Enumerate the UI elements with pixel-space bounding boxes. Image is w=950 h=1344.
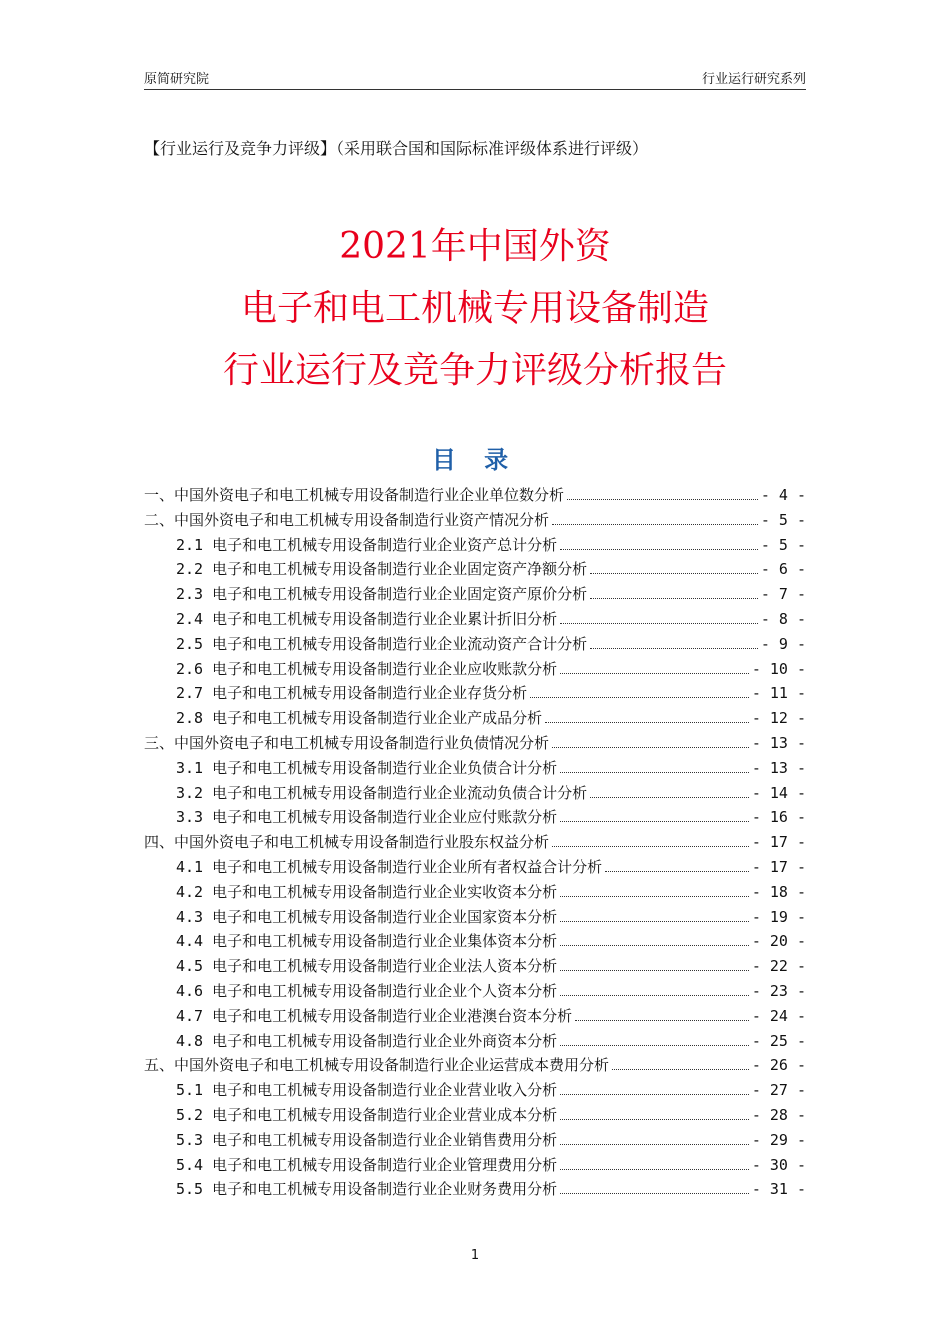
toc-entry-page: - 19 - [751, 907, 806, 926]
toc-entry-label: 2.8 电子和电工机械专用设备制造行业企业产成品分析 [176, 709, 543, 728]
toc-entry-label: 4.4 电子和电工机械专用设备制造行业企业集体资本分析 [176, 932, 558, 951]
toc-entry-label: 4.3 电子和电工机械专用设备制造行业企业国家资本分析 [176, 907, 558, 926]
toc-entry[interactable] [144, 906, 806, 931]
toc-entry-label: 5.3 电子和电工机械专用设备制造行业企业销售费用分析 [176, 1130, 558, 1149]
toc-entry-label: 5.2 电子和电工机械专用设备制造行业企业营业成本分析 [176, 1105, 558, 1124]
toc-entry-label: 2.1 电子和电工机械专用设备制造行业企业资产总计分析 [176, 535, 558, 554]
toc-leader-dots [560, 896, 749, 897]
toc-leader-dots [560, 1045, 749, 1046]
toc-entry[interactable] [144, 658, 806, 683]
toc-leader-dots [530, 697, 749, 698]
toc-entry-label: 2.7 电子和电工机械专用设备制造行业企业存货分析 [176, 684, 528, 703]
toc-leader-dots [567, 499, 758, 500]
toc-entry-page: - 12 - [751, 709, 806, 728]
toc-entry-label: 4.2 电子和电工机械专用设备制造行业企业实收资本分析 [176, 882, 558, 901]
toc-entry-page: - 10 - [751, 659, 806, 678]
toc-entry[interactable] [144, 930, 806, 955]
toc-leader-dots [560, 1193, 749, 1194]
toc-entry[interactable] [144, 980, 806, 1005]
toc-entry-label: 5.1 电子和电工机械专用设备制造行业企业营业收入分析 [176, 1081, 558, 1100]
toc-entry-page: - 7 - [760, 585, 806, 604]
table-of-contents [144, 484, 806, 1203]
toc-entry-page: - 11 - [751, 684, 806, 703]
title-line-3: 行业运行及竞争力评级分析报告 [222, 350, 727, 391]
toc-entry-label: 2.5 电子和电工机械专用设备制造行业企业流动资产合计分析 [176, 634, 588, 653]
toc-entry-label: 4.7 电子和电工机械专用设备制造行业企业港澳台资本分析 [176, 1006, 573, 1025]
toc-entry-page: - 22 - [751, 957, 806, 976]
toc-entry[interactable] [144, 608, 806, 633]
toc-entry[interactable] [144, 484, 806, 509]
toc-entry[interactable] [144, 1104, 806, 1129]
toc-entry[interactable] [144, 881, 806, 906]
toc-entry-page: - 16 - [751, 808, 806, 827]
toc-entry[interactable] [144, 1079, 806, 1104]
toc-entry-label: 五、中国外资电子和电工机械专用设备制造行业企业运营成本费用分析 [144, 1056, 610, 1075]
toc-entry-label: 2.4 电子和电工机械专用设备制造行业企业累计折旧分析 [176, 609, 558, 628]
toc-entry-label: 2.2 电子和电工机械专用设备制造行业企业固定资产净额分析 [176, 560, 588, 579]
title-line-1: 2021年中国外资 [339, 226, 611, 267]
toc-entry-page: - 30 - [751, 1155, 806, 1174]
toc-entry-page: - 5 - [760, 535, 806, 554]
page-header [144, 66, 806, 90]
toc-leader-dots [560, 921, 749, 922]
toc-entry-page: - 5 - [760, 510, 806, 529]
toc-entry[interactable] [144, 782, 806, 807]
toc-entry-page: - 18 - [751, 882, 806, 901]
toc-leader-dots [560, 673, 749, 674]
toc-leader-dots [552, 747, 749, 748]
toc-entry[interactable] [144, 757, 806, 782]
toc-entry[interactable] [144, 732, 806, 757]
toc-entry-page: - 6 - [760, 560, 806, 579]
toc-entry-page: - 13 - [751, 758, 806, 777]
toc-entry[interactable] [144, 583, 806, 608]
toc-leader-dots [560, 772, 749, 773]
toc-entry[interactable] [144, 633, 806, 658]
toc-leader-dots [560, 970, 749, 971]
toc-leader-dots [560, 623, 758, 624]
toc-leader-dots [605, 871, 749, 872]
toc-entry-label: 2.6 电子和电工机械专用设备制造行业企业应收账款分析 [176, 659, 558, 678]
toc-entry-page: - 25 - [751, 1031, 806, 1050]
toc-entry[interactable] [144, 1030, 806, 1055]
toc-entry-page: - 14 - [751, 783, 806, 802]
toc-leader-dots [545, 722, 749, 723]
toc-entry[interactable] [144, 806, 806, 831]
toc-leader-dots [560, 1144, 749, 1145]
toc-entry-label: 4.8 电子和电工机械专用设备制造行业企业外商资本分析 [176, 1031, 558, 1050]
toc-leader-dots [552, 524, 758, 525]
toc-entry[interactable] [144, 534, 806, 559]
toc-entry-page: - 8 - [760, 609, 806, 628]
toc-entry-page: - 4 - [760, 486, 806, 504]
toc-entry[interactable] [144, 1129, 806, 1154]
toc-leader-dots [575, 1020, 749, 1021]
title-line-2: 电子和电工机械专用设备制造 [240, 288, 709, 329]
toc-entry-page: - 20 - [751, 932, 806, 951]
toc-entry-page: - 17 - [751, 833, 806, 852]
toc-entry-page: - 13 - [751, 733, 806, 752]
toc-entry[interactable] [144, 856, 806, 881]
toc-entry[interactable] [144, 509, 806, 534]
toc-entry-label: 一、中国外资电子和电工机械专用设备制造行业企业单位数分析 [144, 486, 565, 504]
toc-entry-label: 5.4 电子和电工机械专用设备制造行业企业管理费用分析 [176, 1155, 558, 1174]
toc-entry-page: - 26 - [751, 1056, 806, 1075]
toc-leader-dots [590, 797, 749, 798]
toc-entry-page: - 17 - [751, 857, 806, 876]
rating-line: 【行业运行及竞争力评级】（采用联合国和国际标准评级体系进行评级） [144, 139, 649, 158]
toc-entry[interactable] [144, 707, 806, 732]
toc-entry-page: - 29 - [751, 1130, 806, 1149]
toc-leader-dots [560, 1169, 749, 1170]
toc-leader-dots [560, 1119, 749, 1120]
toc-entry-label: 二、中国外资电子和电工机械专用设备制造行业资产情况分析 [144, 510, 550, 529]
toc-entry[interactable] [144, 682, 806, 707]
toc-leader-dots [590, 573, 758, 574]
toc-leader-dots [560, 1094, 749, 1095]
toc-leader-dots [590, 648, 758, 649]
toc-entry[interactable] [144, 955, 806, 980]
toc-entry-label: 4.6 电子和电工机械专用设备制造行业企业个人资本分析 [176, 981, 558, 1000]
toc-entry-page: - 24 - [751, 1006, 806, 1025]
toc-entry-page: - 27 - [751, 1081, 806, 1100]
toc-entry[interactable] [144, 831, 806, 856]
toc-entry-label: 4.1 电子和电工机械专用设备制造行业企业所有者权益合计分析 [176, 857, 603, 876]
toc-entry-label: 3.1 电子和电工机械专用设备制造行业企业负债合计分析 [176, 758, 558, 777]
header-right: 行业运行研究系列 [701, 72, 806, 87]
toc-entry-page: - 31 - [751, 1180, 806, 1199]
toc-entry[interactable] [144, 558, 806, 583]
toc-entry-label: 四、中国外资电子和电工机械专用设备制造行业股东权益分析 [144, 833, 550, 852]
toc-entry-page: - 28 - [751, 1105, 806, 1124]
toc-entry[interactable] [144, 1054, 806, 1079]
toc-leader-dots [560, 821, 749, 822]
toc-heading: 目 录 [431, 446, 519, 474]
toc-entry[interactable] [144, 1005, 806, 1030]
toc-entry-label: 5.5 电子和电工机械专用设备制造行业企业财务费用分析 [176, 1180, 558, 1199]
toc-entry-label: 3.3 电子和电工机械专用设备制造行业企业应付账款分析 [176, 808, 558, 827]
toc-leader-dots [560, 945, 749, 946]
toc-leader-dots [560, 549, 758, 550]
toc-leader-dots [552, 846, 749, 847]
toc-entry[interactable] [144, 1154, 806, 1179]
header-left: 原简研究院 [144, 72, 210, 87]
toc-entry[interactable] [144, 1178, 806, 1203]
toc-entry-page: - 23 - [751, 981, 806, 1000]
toc-leader-dots [560, 995, 749, 996]
toc-entry-page: - 9 - [760, 634, 806, 653]
toc-leader-dots [590, 598, 758, 599]
toc-leader-dots [612, 1069, 749, 1070]
page-number: 1 [470, 1248, 480, 1263]
toc-entry-label: 三、中国外资电子和电工机械专用设备制造行业负债情况分析 [144, 733, 550, 752]
toc-entry-label: 3.2 电子和电工机械专用设备制造行业企业流动负债合计分析 [176, 783, 588, 802]
toc-entry-label: 4.5 电子和电工机械专用设备制造行业企业法人资本分析 [176, 957, 558, 976]
toc-entry-label: 2.3 电子和电工机械专用设备制造行业企业固定资产原价分析 [176, 585, 588, 604]
